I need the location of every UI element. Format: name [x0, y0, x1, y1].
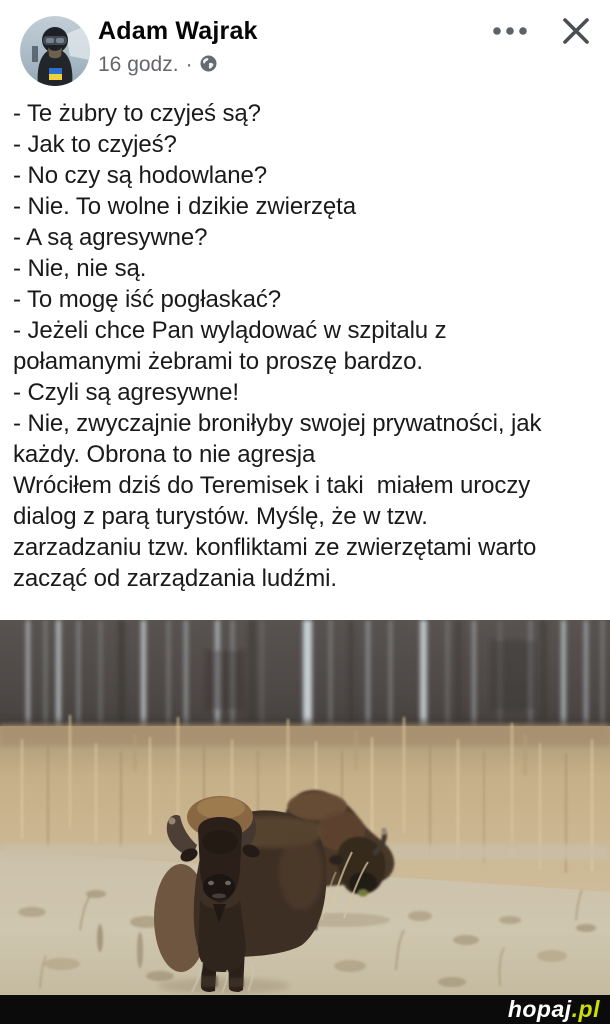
close-x-icon[interactable]: [558, 13, 594, 49]
post-text-line: Wróciłem dziś do Teremisek i taki miałem uroczy: [13, 472, 531, 499]
author-name[interactable]: Adam Wajrak: [98, 17, 258, 45]
post-photo-bison[interactable]: [0, 620, 610, 995]
post-text-line: - To mogę iść pogłaskać?: [13, 286, 281, 313]
post-text-line: dialog z parą turystów. Myślę, że w tzw.: [13, 503, 428, 530]
ellipsis-menu-icon[interactable]: [490, 18, 530, 44]
post-text-line: - Te żubry to czyjeś są?: [13, 100, 261, 127]
post-text-line: zacząć od zarządzania ludźmi.: [13, 565, 337, 592]
logo-pl: .pl: [571, 996, 600, 1022]
hopaj-logo[interactable]: [508, 998, 600, 1021]
post-text: [13, 98, 599, 594]
post-text-line: połamanymi żebrami to proszę bardzo.: [13, 348, 423, 375]
post-meta: [98, 52, 217, 78]
post-text-line: - Jeżeli chce Pan wylądować w szpitalu z: [13, 317, 447, 344]
post-text-line: - Jak to czyjeś?: [13, 131, 177, 158]
logo-hopaj: hopaj: [507, 996, 572, 1022]
avatar-image: [20, 16, 90, 86]
post-text-line: każdy. Obrona to nie agresja: [13, 441, 316, 468]
reed-seedheads: [0, 724, 610, 746]
post-text-line: - Czyli są agresywne!: [13, 379, 239, 406]
footer-bar: [0, 995, 610, 1024]
post-text-line: - Nie. To wolne i dzikie zwierzęta: [13, 193, 356, 220]
post-text-line: - Nie, zwyczajnie broniłyby swojej prywatności, jak: [13, 410, 542, 437]
timestamp: 16 godz.: [98, 53, 179, 76]
post-text-line: - Nie, nie są.: [13, 255, 147, 282]
post-text-line: zarzadzaniu tzw. konfliktami ze zwierzętami warto: [13, 534, 537, 561]
avatar[interactable]: [20, 16, 90, 86]
post-text-line: - A są agresywne?: [13, 224, 208, 251]
post-text-line: - No czy są hodowlane?: [13, 162, 267, 189]
globe-icon: [200, 54, 217, 78]
meta-separator: ·: [185, 53, 193, 76]
